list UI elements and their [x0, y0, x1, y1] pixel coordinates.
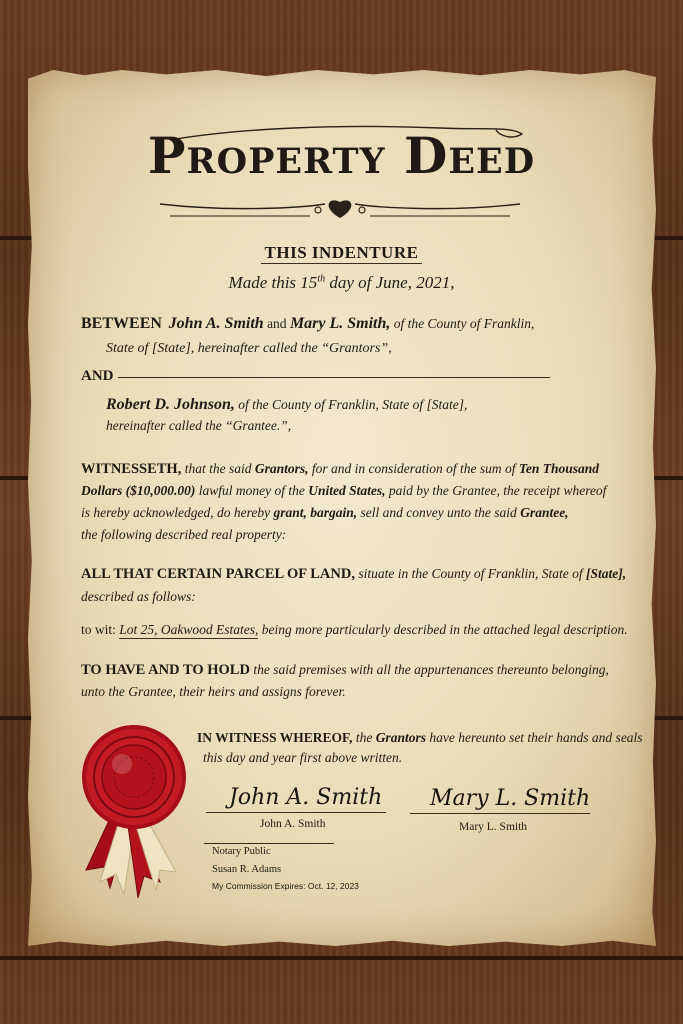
wax-seal-icon [64, 722, 194, 902]
between-line: BETWEEN John A. Smith and Mary L. Smith, of the County of Franklin, [81, 315, 535, 332]
habendum-line-2: unto the Grantee, their heirs and assigns forever. [81, 684, 346, 699]
grantors-line: State of [State], hereinafter called the “Grantors”, [106, 341, 392, 356]
witness-line-2: this day and year first above written. [203, 750, 403, 765]
made-date: Made this 15th day of June, 2021, [228, 273, 455, 292]
parcel-line-2: described as follows: [81, 589, 196, 604]
habendum-line-1: TO HAVE AND TO HOLD the said premises with all the appurtenances thereunto belonging, [81, 662, 609, 678]
witness-line-1: IN WITNESS WHEREOF, the Grantors have hereunto set their hands and seals [197, 730, 643, 745]
notary-expires: My Commission Expires: Oct. 12, 2023 [212, 881, 359, 891]
signature-line-1 [206, 812, 386, 813]
notary-rule [204, 843, 334, 844]
witnesseth-line-2: Dollars ($10,000.00) lawful money of the United States, paid by the Grantee, the receipt whereof [81, 483, 607, 498]
signature-2: Mary L. Smith [430, 786, 591, 811]
bottom-flourish-icon [150, 196, 530, 226]
deed-title: Property Deed [147, 126, 536, 185]
witnesseth-line-1: WITNESSETH, that the said Grantors, for and in consideration of the sum of Ten Thousand [81, 461, 600, 477]
signature-1: John A. Smith [229, 785, 383, 810]
and-rule [118, 377, 550, 378]
parcel-line-1: ALL THAT CERTAIN PARCEL OF LAND, situate in the County of Franklin, State of [State], [81, 566, 627, 582]
grantee-line: Robert D. Johnson, of the County of Franklin, State of [State], [106, 396, 468, 413]
witnesseth-line-3: is hereby acknowledged, do hereby grant, bargain, sell and convey unto the said Grantee, [81, 505, 569, 520]
indenture-heading: THIS INDENTURE [0, 243, 683, 263]
notary-title: Notary Public [212, 846, 271, 857]
signature-line-2 [410, 813, 590, 814]
and-label: AND [81, 368, 114, 384]
grantee-called: hereinafter called the “Grantee.”, [106, 418, 292, 433]
witnesseth-line-4: the following described real property: [81, 527, 287, 542]
signer-name-1: John A. Smith [260, 818, 326, 830]
parcel-to-wit: to wit: Lot 25, Oakwood Estates, being more particularly described in the attached legal description. [81, 622, 628, 637]
notary-name: Susan R. Adams [212, 864, 282, 875]
signer-name-2: Mary L. Smith [459, 821, 528, 833]
